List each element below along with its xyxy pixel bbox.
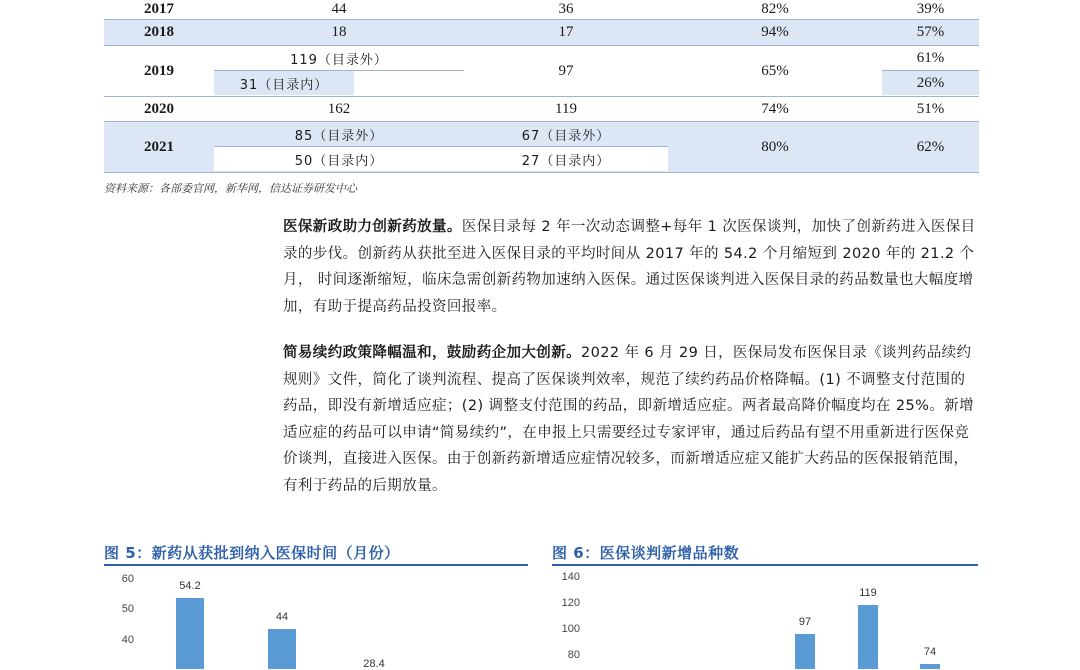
table-row [104,20,979,46]
table-cell-split [882,46,979,96]
table-cell-split [214,46,464,96]
paragraph-1 [283,214,977,320]
table-cell: 65% [761,62,789,79]
table-source: 资料来源：各部委官网，新华网，信达证券研发中心 [104,182,357,195]
paragraph-1-lead: 医保新政助力创新药放量。 [283,219,462,235]
bar [268,629,296,669]
y-tick-label: 60 [121,573,134,585]
table-cell: 26% [882,71,979,95]
table-cell: 50（目录内） [214,147,464,171]
table-cell: 39% [916,1,945,17]
table-cell: 85（目录外） [214,122,464,147]
figure-5-rule [104,564,528,566]
figure-5-title: 图 5：新药从获批到纳入医保时间（月份） [104,544,400,562]
table-cell: 82% [761,1,789,17]
bar-value-label: 44 [275,610,289,623]
table-cell: 162 [327,100,351,117]
paragraph-1-body: 医保目录每 2 年一次动态调整+每年 1 次医保谈判，加快了创新药进入医保目录的步伐。创新药从获批至进入医保目录的平均时间从 2017 年的 54.2 个月缩短到 2020 年的 21.2 个月， 时间逐渐缩短，临床急需创新药物加速纳入医保。通过医保谈判进入医保目录的药品数量也大幅度增加，有助于提高药品投资回报率。 [283,219,976,315]
y-tick-label: 100 [561,623,580,635]
bar-value-label: 54.2 [179,579,201,592]
table-cell: 51% [916,100,945,117]
table-cell: 57% [916,24,945,40]
table-cell: 74% [761,100,789,117]
table-row [104,122,979,173]
table-cell: 44 [331,1,347,17]
bar-value-label: 28.4 [363,658,385,670]
bar [920,664,940,669]
table-cell: 27（目录内） [464,147,668,171]
table-cell: 17 [558,24,574,40]
year-cell: 2021 [144,138,174,155]
figure-6-title: 图 6：医保谈判新增品种数 [552,544,740,562]
table-cell-split [464,122,668,172]
table-cell: 119（目录外） [214,46,464,71]
table-cell-split [214,122,464,172]
table-cell: 61% [882,46,979,71]
bar-value-label: 119 [859,587,877,600]
paragraph-2-body: 2022 年 6 月 29 日，医保局发布医保目录《谈判药品续约规则》文件，简化了谈判流程、提高了医保谈判效率，规范了续约药品价格降幅。(1) 不调整支付范围的药品，即没有新增适应症；(2) 调整支付范围的药品，即新增适应症。两者最高降价幅度均在 25%。新增适应症的药品可以申请“简易续约”，在申报上只需要经过专家评审，通过后药品有望不用重新进行医保竞价谈判，直接进入医保。由于创新药新增适应症情况较多，而新增适应症又能扩大药品的医保报销范围，有利于药品的后期放量。 [283,345,974,494]
paragraph-2 [283,340,977,499]
paragraph-2-lead: 简易续约政策降幅温和，鼓励药企加大创新。 [283,345,581,361]
table-cell: 94% [761,24,789,40]
y-tick-label: 140 [561,571,580,583]
table-cell: 80% [761,138,789,155]
bar [176,598,204,669]
table-cell: 36 [558,1,574,17]
year-cell: 2019 [144,62,174,79]
table-cell: 119 [555,100,577,117]
y-tick-label: 40 [121,634,134,646]
table-cell: 18 [331,24,347,40]
bar [858,605,878,669]
bar-value-label: 74 [923,645,937,658]
y-tick-label: 80 [567,649,580,661]
table-row [104,0,979,20]
figure-6-rule [552,564,978,566]
year-cell: 2017 [144,1,174,17]
bar-value-label: 97 [798,615,812,628]
bar [795,634,815,669]
y-tick-label: 120 [561,597,580,609]
table-row [104,97,979,122]
table-cell: 62% [916,138,945,155]
year-cell: 2020 [144,100,174,117]
y-tick-label: 50 [121,603,134,615]
table-cell: 31（目录内） [214,71,354,95]
table-row [104,46,979,97]
year-cell: 2018 [144,24,174,40]
data-table [104,0,979,173]
table-cell: 67（目录外） [464,122,668,147]
table-cell: 97 [558,62,574,79]
